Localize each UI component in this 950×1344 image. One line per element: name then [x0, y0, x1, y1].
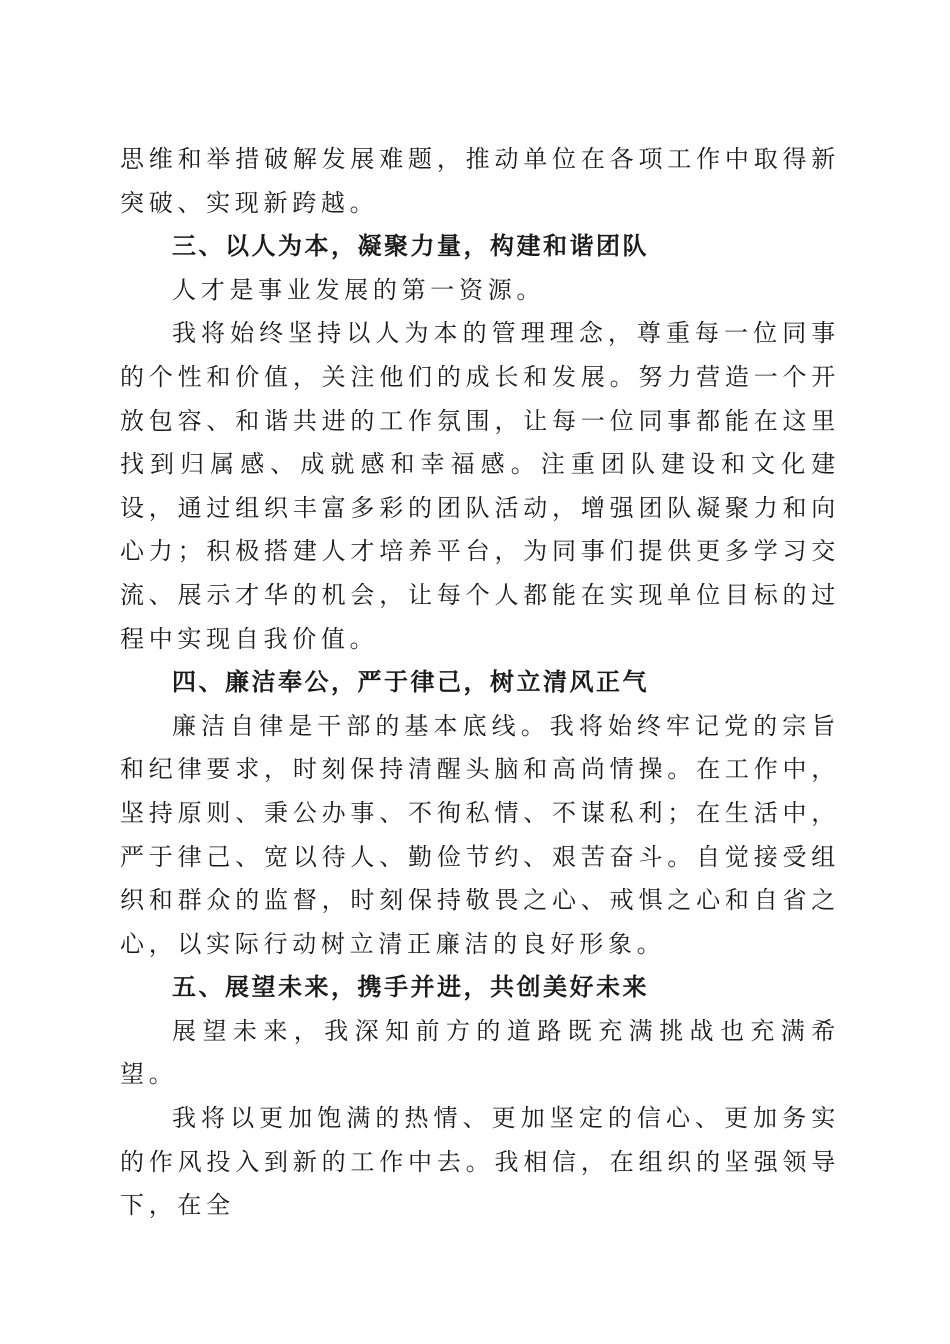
document-body [120, 138, 840, 1228]
paragraph: 我将以更加饱满的热情、更加坚定的信心、更加务实的作风投入到新的工作中去。我相信，在组织的坚强领导下，在全 [120, 1104, 840, 1220]
section-heading-3: 三、以人为本，凝聚力量，构建和谐团队 [172, 232, 649, 261]
section-heading-4: 四、廉洁奉公，严于律己，树立清风正气 [172, 668, 649, 697]
paragraph-continued: 思维和举措破解发展难题，推动单位在各项工作中取得新突破、实现新跨越。 [120, 145, 840, 217]
paragraph: 廉洁自律是干部的基本底线。我将始终牢记党的宗旨和纪律要求，时刻保持清醒头脑和高尚情操。在工作中，坚持原则、秉公办事、不徇私情、不谋私利；在生活中，严于律己、宽以待人、勤俭节约、艰苦奋斗。自觉接受组织和群众的监督，时刻保持敬畏之心、戒惧之心和自省之心，以实际行动树立清正廉洁的良好形象。 [120, 711, 840, 958]
paragraph: 我将始终坚持以人为本的管理理念，尊重每一位同事的个性和价值，关注他们的成长和发展。努力营造一个开放包容、和谐共进的工作氛围，让每一位同事都能在这里找到归属感、成就感和幸福感。注重团队建设和文化建设，通过组织丰富多彩的团队活动，增强团队凝聚力和向心力；积极搭建人才培养平台，为同事们提供更多学习交流、展示才华的机会，让每个人都能在实现单位目标的过程中实现自我价值。 [120, 319, 840, 653]
section-heading-5: 五、展望未来，携手并进，共创美好未来 [172, 973, 649, 1002]
paragraph: 展望未来，我深知前方的道路既充满挑战也充满希望。 [120, 1016, 840, 1089]
paragraph: 人才是事业发展的第一资源。 [172, 275, 546, 304]
